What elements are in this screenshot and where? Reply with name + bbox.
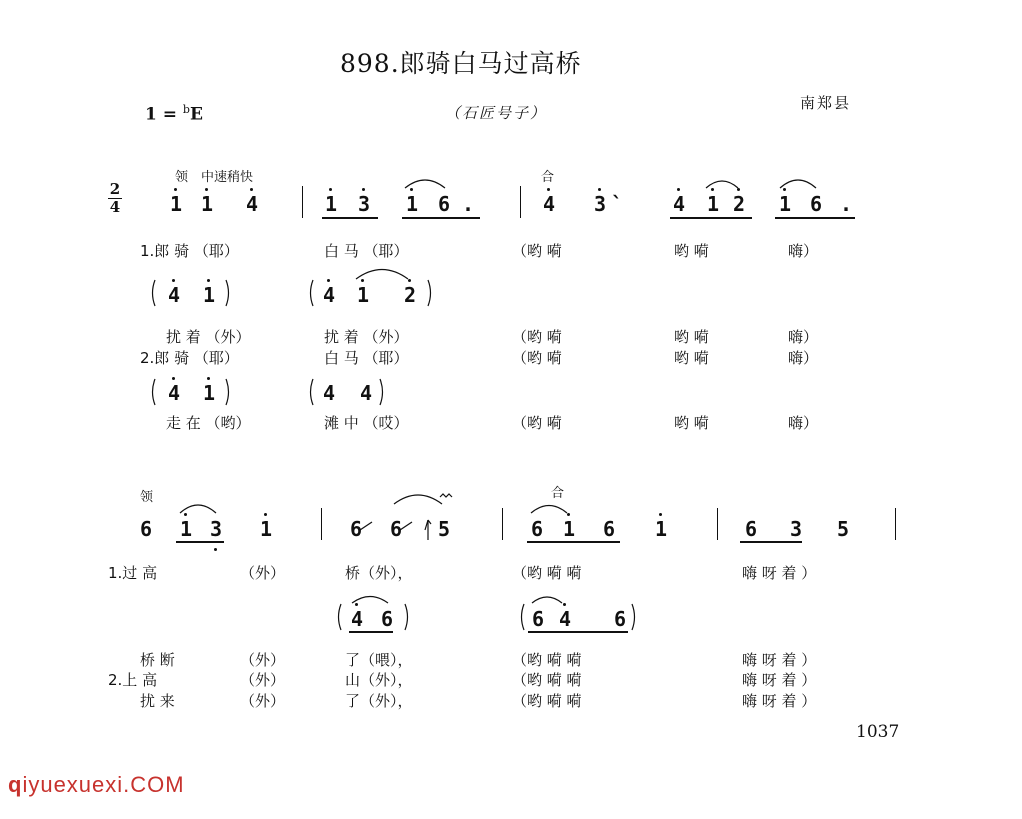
lyric-segment: （哟 嗬 嗬 [512, 671, 582, 689]
note: 1 [260, 517, 273, 541]
trill-mark [440, 494, 452, 497]
lyric-segment: （哟 嗬 [512, 328, 562, 346]
slur [394, 495, 442, 504]
flat-sign: b [182, 103, 190, 116]
lyric-segment: （哟 嗬 嗬 [512, 564, 582, 582]
lyric-segment: 哟 嗬 [674, 414, 709, 432]
octave-dot [567, 513, 570, 516]
note: 4 [168, 381, 181, 405]
octave-dot [327, 279, 330, 282]
note: 6 [350, 517, 363, 541]
note: 1 [203, 283, 216, 307]
lyric-segment: （外） [240, 564, 286, 582]
octave-dot [207, 279, 210, 282]
note: 4 [323, 283, 336, 307]
octave-dot [563, 603, 566, 606]
octave-dot [184, 513, 187, 516]
bracket-right [405, 604, 408, 630]
song-title: 898.郎骑白马过高桥 [340, 49, 582, 78]
octave-dot [598, 188, 601, 191]
octave-dot [264, 513, 267, 516]
bracket-left [311, 379, 314, 405]
note: 1 [325, 192, 338, 216]
lyric-segment: 扰 来 [140, 692, 175, 710]
lyric-segment: （哟 嗬 [512, 349, 562, 367]
note: 1 [406, 192, 419, 216]
slur [180, 505, 216, 513]
lyric-segment: 了（外）， [345, 692, 413, 710]
lead-mark: 领 [175, 170, 189, 185]
note: 1 [170, 192, 183, 216]
lyric-segment: （外） [240, 651, 286, 669]
time-signature: 2 4 [109, 180, 121, 216]
bracket-left [522, 604, 525, 630]
beam [528, 631, 628, 633]
page-number: 1037 [856, 722, 900, 742]
bar-line [321, 508, 322, 540]
lyric-segment: 嗨 呀 着 ） [742, 564, 817, 582]
bracket-right [380, 379, 383, 405]
note: 3 [210, 517, 223, 541]
octave-dot [408, 279, 411, 282]
bracket-left [153, 280, 156, 306]
note: . [462, 192, 475, 216]
lyric-segment: 桥（外）， [345, 564, 413, 582]
note: 1 [357, 283, 370, 307]
slur [405, 180, 445, 188]
note: . [840, 192, 853, 216]
lyric-segment: 嗨） [788, 328, 819, 346]
grace-arrow [425, 520, 431, 530]
song-region: 南郑县 [800, 94, 852, 112]
beam [176, 541, 224, 543]
lyric-segment: 白 马 （耶） [324, 349, 409, 367]
chorus-mark: 合 [541, 170, 555, 185]
octave-dot [172, 279, 175, 282]
octave-dot [174, 188, 177, 191]
lyric-segment: 扰 着 （外） [324, 328, 409, 346]
note: 4 [559, 607, 572, 631]
note: 3 [594, 192, 607, 216]
note: 4 [360, 381, 373, 405]
octave-dot [205, 188, 208, 191]
bracket-right [428, 280, 431, 306]
lyric-segment: 白 马 （耶） [324, 242, 409, 260]
key-signature: 1 = $^b$E [145, 103, 203, 125]
lyric-segment: （外） [240, 692, 286, 710]
note: 1 [180, 517, 193, 541]
slur [356, 270, 408, 280]
lyric-segment: （哟 嗬 嗬 [512, 651, 582, 669]
lyric-segment: 走 在 （哟） [166, 414, 251, 432]
tempo-mark: 中速稍快 [201, 170, 254, 185]
note: 6 [614, 607, 627, 631]
slur [706, 181, 738, 188]
bracket-right [226, 379, 229, 405]
slur [780, 180, 816, 188]
octave-dot [172, 377, 175, 380]
note: 2 [404, 283, 417, 307]
lyric-segment: 哟 嗬 [674, 328, 709, 346]
note: 4 [246, 192, 259, 216]
lyric-segment: 扰 着 （外） [166, 328, 251, 346]
bracket-left [311, 280, 314, 306]
note: 6 [390, 517, 403, 541]
lyric-segment: 嗨） [788, 414, 819, 432]
lead-mark-2: 领 [140, 490, 154, 505]
note: 1 [779, 192, 792, 216]
note: 1 [203, 381, 216, 405]
slur [532, 597, 562, 603]
lyric-segment: 桥 断 [140, 651, 175, 669]
note: 6 [745, 517, 758, 541]
lyric-segment: 嗨 呀 着 ） [742, 671, 817, 689]
lyric-segment: （外） [240, 671, 286, 689]
octave-dot [677, 188, 680, 191]
note: 4 [673, 192, 686, 216]
beam [670, 217, 752, 219]
note: 4 [543, 192, 556, 216]
bar-line [520, 186, 521, 218]
beam [349, 631, 393, 633]
lyric-segment: （哟 嗬 嗬 [512, 692, 582, 710]
bar-line [895, 508, 896, 540]
lyric-segment: 哟 嗬 [674, 242, 709, 260]
octave-dot [410, 188, 413, 191]
lyric-segment: 嗨 呀 着 ） [742, 692, 817, 710]
site-watermark: qiyuexuexi.COM [8, 772, 185, 797]
bar-line [502, 508, 503, 540]
slur [352, 597, 388, 604]
bracket-right [226, 280, 229, 306]
note: 4 [323, 381, 336, 405]
note: 6 [810, 192, 823, 216]
lyric-segment: 1.过 高 [108, 564, 158, 582]
slur [531, 506, 567, 514]
note: 1 [201, 192, 214, 216]
octave-dot [250, 188, 253, 191]
note: ` [611, 192, 624, 216]
lyric-segment: 嗨） [788, 242, 819, 260]
note: 6 [603, 517, 616, 541]
bracket-right [632, 604, 635, 630]
octave-dot [329, 188, 332, 191]
note: 3 [358, 192, 371, 216]
octave-dot [783, 188, 786, 191]
note: 4 [351, 607, 364, 631]
note: 3 [790, 517, 803, 541]
song-subtitle: （石匠号子） [445, 104, 548, 122]
lyric-segment: 哟 嗬 [674, 349, 709, 367]
octave-dot [207, 377, 210, 380]
beam [527, 541, 620, 543]
octave-dot [355, 603, 358, 606]
note: 6 [438, 192, 451, 216]
octave-dot [547, 188, 550, 191]
chorus-mark-2: 合 [551, 486, 565, 501]
note: 1 [655, 517, 668, 541]
note: 1 [707, 192, 720, 216]
bar-line [717, 508, 718, 540]
lyric-segment: 2.郎 骑 （耶） [140, 349, 239, 367]
note: 1 [563, 517, 576, 541]
lyric-segment: 嗨） [788, 349, 819, 367]
note: 4 [168, 283, 181, 307]
lyric-segment: 滩 中 （哎） [324, 414, 409, 432]
bar-line [302, 186, 303, 218]
lyric-segment: 了（喂）， [345, 651, 413, 669]
note: 6 [140, 517, 153, 541]
note: 6 [531, 517, 544, 541]
lyric-segment: （哟 嗬 [512, 414, 562, 432]
note: 5 [837, 517, 850, 541]
lyric-segment: （哟 嗬 [512, 242, 562, 260]
low-octave-dot [214, 548, 217, 551]
beam [775, 217, 855, 219]
octave-dot [711, 188, 714, 191]
octave-dot [361, 279, 364, 282]
octave-dot [362, 188, 365, 191]
lyric-segment: 1.郎 骑 （耶） [140, 242, 239, 260]
beam [322, 217, 378, 219]
note: 2 [733, 192, 746, 216]
lyric-segment: 嗨 呀 着 ） [742, 651, 817, 669]
octave-dot [737, 188, 740, 191]
lyric-segment: 2.上 高 [108, 671, 158, 689]
note: 6 [381, 607, 394, 631]
note: 6 [532, 607, 545, 631]
beam [740, 541, 802, 543]
bracket-left [153, 379, 156, 405]
bracket-left [339, 604, 342, 630]
note: 5 [438, 517, 451, 541]
octave-dot [659, 513, 662, 516]
lyric-segment: 山（外）， [345, 671, 413, 689]
beam [402, 217, 480, 219]
